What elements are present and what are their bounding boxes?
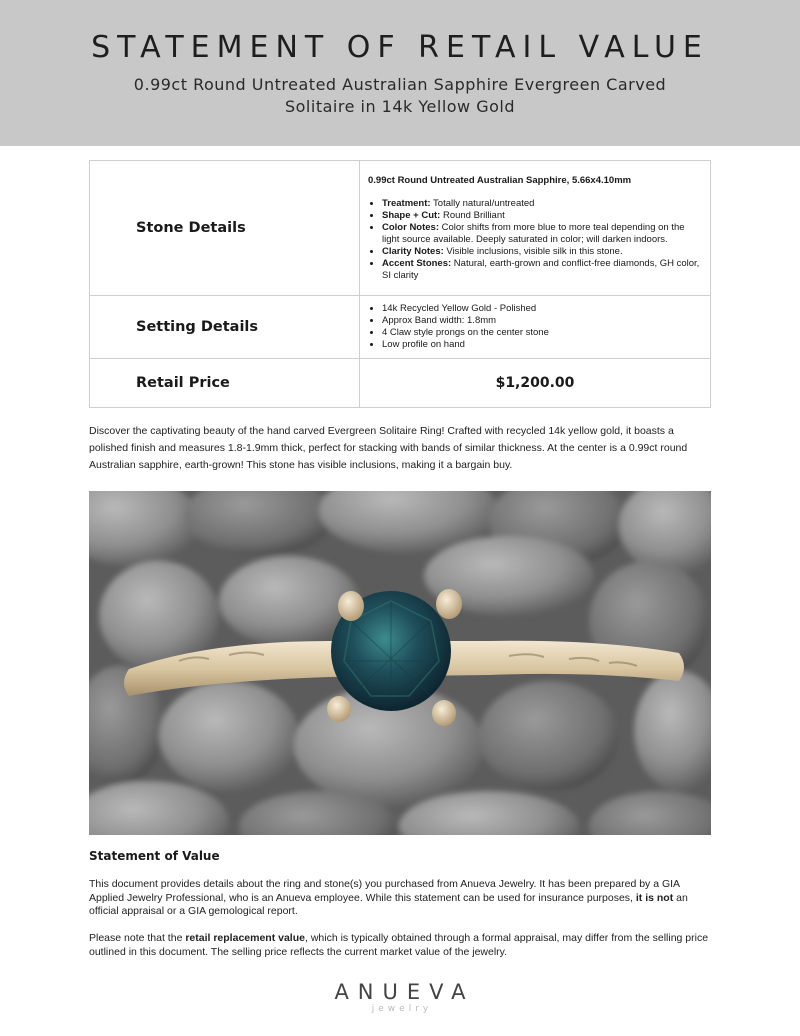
ring-photo bbox=[89, 491, 711, 835]
stone-details-row bbox=[90, 161, 711, 296]
statement-text: Please note that the bbox=[89, 932, 186, 944]
list-item bbox=[382, 198, 702, 210]
list-item-key: Accent Stones: bbox=[382, 258, 452, 269]
list-item-value: Color shifts from more blue to more teal depending on the light source available. Deeply saturated in color; will darken indoors. bbox=[382, 222, 685, 245]
stone-details-label: Stone Details bbox=[90, 161, 360, 296]
list-item: • 14k Recycled Yellow Gold - Polished bbox=[382, 303, 702, 315]
list-item-value: Natural, earth-grown and conflict-free diamonds, GH color, SI clarity bbox=[382, 258, 700, 281]
list-item bbox=[382, 246, 702, 258]
list-item-value: Visible inclusions, visible silk in this stone. bbox=[446, 246, 623, 257]
ring-photo-illustration bbox=[89, 491, 711, 835]
brand-logo: ANUEVA bbox=[334, 980, 475, 1004]
statement-emphasis: it is not bbox=[635, 891, 674, 904]
product-description: Discover the captivating beauty of the hand carved Evergreen Solitaire Ring! Crafted with recycled 14k yellow gold, it boasts a polished finish and measures 1.8-1.9mm thick, perfect for stacking with bands of similar thickness. At the center is a 0.99ct round Australian sapphire, earth-grown! This stone has visible inclusions, making it a bargain buy. bbox=[89, 425, 688, 471]
details-table bbox=[89, 160, 711, 408]
statement-text: This document provides details about the ring and stone(s) you purchased from Anueva Jewelry. It has been prepared by a GIA Applied Jewelry Professional, who is an Anueva employee. While this statement can be used for insurance purposes, bbox=[89, 878, 680, 904]
statement-text: , which is typically obtained through a formal appraisal, may differ from the selling price outlined in this document. The selling price reflects the current market value of the jewelry. bbox=[89, 932, 709, 958]
list-item-value: Totally natural/untreated bbox=[433, 198, 535, 209]
list-item: • 4 Claw style prongs on the center stone bbox=[382, 327, 702, 339]
list-item-key: Clarity Notes: bbox=[382, 246, 444, 257]
stone-details-list bbox=[368, 198, 702, 282]
stone-heading: 0.99ct Round Untreated Australian Sapphire, 5.66x4.10mm bbox=[368, 175, 632, 186]
retail-price-value: $1,200.00 bbox=[360, 359, 711, 408]
list-item bbox=[382, 222, 702, 246]
retail-price-label: Retail Price bbox=[90, 359, 360, 408]
retail-price-row bbox=[90, 359, 711, 408]
setting-details-list bbox=[368, 303, 702, 351]
setting-details-row bbox=[90, 296, 711, 359]
list-item: • Low profile on hand bbox=[382, 339, 702, 351]
statement-text: an official appraisal or a GIA gemological report. bbox=[89, 891, 688, 917]
header-banner bbox=[0, 0, 800, 146]
statement-paragraph-1 bbox=[89, 878, 714, 919]
list-item bbox=[382, 258, 702, 282]
list-item: • Approx Band width: 1.8mm bbox=[382, 315, 702, 327]
page-title: STATEMENT OF RETAIL VALUE bbox=[91, 30, 709, 65]
list-item-key: Treatment: bbox=[382, 198, 431, 209]
statement-emphasis: retail replacement value bbox=[185, 932, 305, 944]
stone-details-content bbox=[360, 161, 711, 296]
page-subtitle: 0.99ct Round Untreated Australian Sapphire Evergreen Carved Solitaire in 14k Yellow Gold bbox=[133, 75, 667, 116]
brand-tagline: jewelry bbox=[371, 1004, 433, 1014]
setting-details-label: Setting Details bbox=[90, 296, 360, 359]
list-item-key: Shape + Cut: bbox=[382, 210, 441, 221]
statement-of-value-title: Statement of Value bbox=[89, 849, 220, 863]
list-item bbox=[382, 210, 702, 222]
list-item-key: Color Notes: bbox=[382, 222, 439, 233]
list-item-value: Round Brilliant bbox=[442, 210, 505, 221]
statement-paragraph-2 bbox=[89, 932, 714, 959]
setting-details-content bbox=[360, 296, 711, 359]
